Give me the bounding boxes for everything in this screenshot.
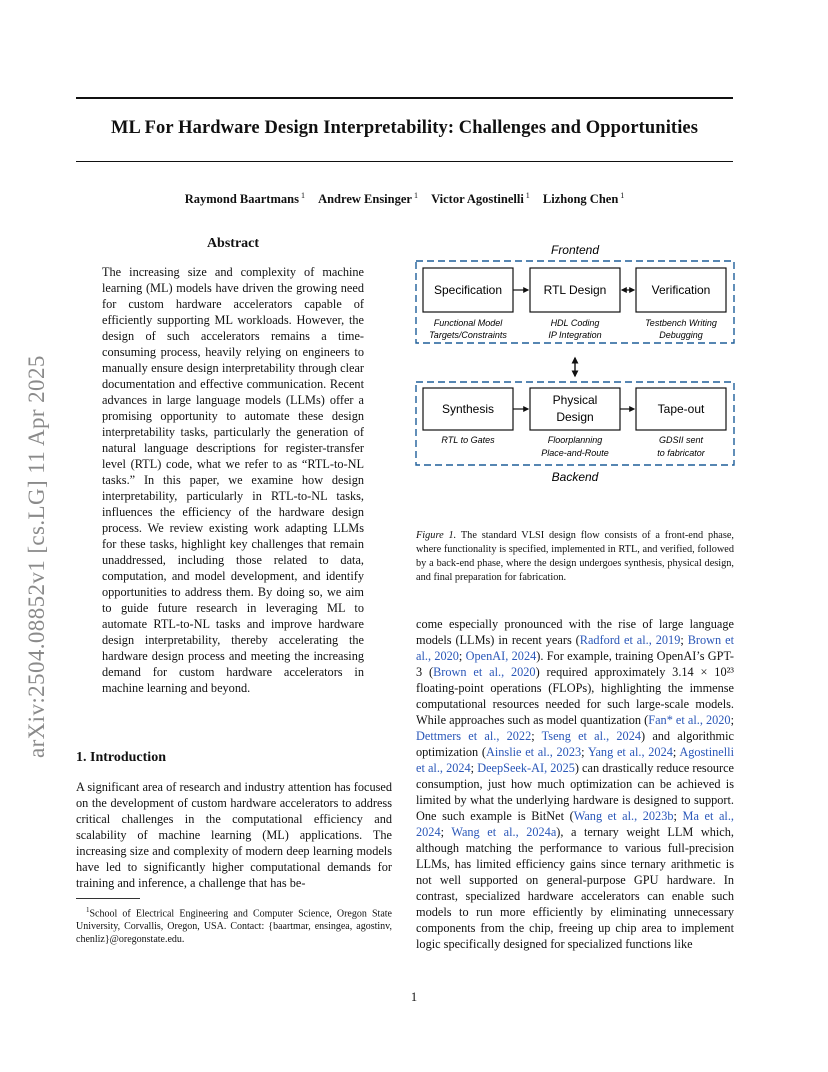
figure-caption (416, 529, 734, 585)
footnote: $^1$School of Electrical Engineering and Computer Science, Oregon State University, Corvallis, Oregon, USA. Contact: {baartmar, ensingea, agostinv, chenliz}@oregonstate.edu. (76, 906, 392, 946)
section-heading-introduction: 1. Introduction (76, 750, 166, 765)
citation-link[interactable]: Brown et al., 2020 (433, 665, 536, 679)
box-desc: HDL Coding (550, 318, 600, 328)
body-text: ; (730, 713, 735, 727)
abstract-heading: Abstract (206, 236, 260, 251)
body-text: ), a ternary weight LLM which, although matching the performance to various full-precision LLMs, has limited efficiency gains since ternary arithmetic is not well supported on general-purpose GPU hardware. In contrast, specialized hardware accelerators can enable such models to run more efficiently by eliminating unnecessary components from the chip, freeing up chip area to implement logic specifically designed for specialized functions like (416, 825, 734, 951)
box-desc: IP Integration (548, 330, 602, 340)
page-number: 1 (410, 990, 418, 1004)
body-text: ; (673, 809, 683, 823)
arxiv-stamp: arXiv:2504.08852v1 [cs.LG] 11 Apr 2025 (24, 355, 49, 758)
citation-link[interactable]: Agostinelli et al., 2024 (416, 745, 734, 775)
box-label: Specification (433, 283, 503, 297)
citation-link[interactable]: Wang et al., 2024a (451, 825, 557, 839)
citation-link[interactable]: Radford et al., 2019 (579, 633, 681, 647)
vlsi-design-flow-diagram (410, 238, 740, 488)
author: Andrew Ensinger $^1$ (318, 191, 418, 207)
figure-label: Figure 1. (416, 530, 457, 541)
body-text: ; (458, 649, 466, 663)
body-text: ; (531, 729, 542, 743)
box-label: Design (556, 410, 594, 424)
box-desc: to fabricator (657, 448, 705, 458)
box-desc: Targets/Constraints (429, 330, 507, 340)
body-text: ) can drastically reduce resource consumption, just how much optimization can be achieved is limited by what the underlying hardware is designed to support. One such example is BitNet ( (416, 761, 735, 823)
citation-link[interactable]: Ma et al., 2024 (416, 809, 734, 839)
box-desc: Floorplanning (547, 435, 603, 445)
footnote-rule (76, 898, 140, 899)
body-text: ; (672, 745, 680, 759)
body-text: ) and algorithmic optimization ( (416, 729, 734, 759)
title-rule-top (76, 97, 733, 99)
box-label: Synthesis (441, 402, 495, 416)
citation-link[interactable]: DeepSeek-AI, 2025 (477, 761, 575, 775)
box-desc: Place-and-Route (541, 448, 609, 458)
introduction-body: A significant area of research and industry attention has focused on the development of custom hardware accelerators to address critical challenges in the computational efficiency and scalability of machine learning (ML) applications. The increasing size and complexity of modern deep learning models have led to significantly higher computational demands for training and inference, a challenge that has be- (76, 780, 392, 890)
box-label: RTL Design (543, 283, 607, 297)
author: Lizhong Chen $^1$ (542, 191, 625, 207)
backend-label: Backend (551, 470, 599, 484)
body-text: ; (470, 761, 478, 775)
citation-link[interactable]: Yang et al., 2024 (587, 745, 673, 759)
citation-link[interactable]: Wang et al., 2023b (573, 809, 674, 823)
author: Victor Agostinelli $^1$ (431, 191, 530, 207)
frontend-label: Frontend (550, 243, 600, 257)
box-label: Physical (552, 393, 598, 407)
box-label: Verification (651, 283, 711, 297)
box-desc: GDSII sent (658, 435, 704, 445)
body-text: ; (581, 745, 588, 759)
title-rule-bottom (76, 161, 733, 162)
introduction-body-continued (416, 616, 734, 952)
body-text: ) required approximately 3.14 × 10²³ floating-point operations (FLOPs), highlighting the immense computational resources needed for such large-scale models. While approaches such as model quantization ( (416, 665, 734, 727)
citation-link[interactable]: Tseng et al., 2024 (541, 729, 642, 743)
citation-link[interactable]: Fan* et al., 2020 (648, 713, 731, 727)
box-desc: RTL to Gates (441, 435, 495, 445)
body-text: ; (440, 825, 452, 839)
body-text: ; (680, 633, 688, 647)
body-text: ). For example, training OpenAI’s GPT-3 ( (416, 649, 734, 679)
abstract-body: The increasing size and complexity of machine learning (ML) models have driven the growing need for custom hardware accelerators capable of efficiently supporting ML workloads. However, the design of such accelerators remains a time-consuming process, heavily relying on engineers to manually ensure design interpretability through clear documentation and effective communication. Recent advances in large language models (LLMs) offer a promising opportunity to automate these design interpretability tasks, particularly the generation of natural language descriptions for register-transfer level (RTL) code, what we refer to as “RTL-to-NL tasks.” In this paper, we examine how design interpretability, particularly in RTL-to-NL tasks, influences the efficiency of the hardware design process. We review existing work adapting LLMs for these tasks, highlight key challenges that remain unaddressed, including those related to data, computation, and model development, and identify opportunities to address them. By doing so, we aim to guide future research in leveraging ML to automate RTL-to-NL tasks and improve hardware design interpretability, thereby accelerating the hardware design process and meeting the increasing demand for custom hardware accelerators in machine learning and beyond. (102, 265, 364, 695)
box-desc: Debugging (659, 330, 703, 340)
citation-link[interactable]: Dettmers et al., 2022 (416, 729, 532, 743)
figure-caption-text: The standard VLSI design flow consists of a front-end phase, where functionality is specified, implemented in RTL, and verified, followed by a back-end phase, where the design undergoes synthesis, physical design, and final preparation for fabrication. (416, 530, 734, 583)
box-desc: Functional Model (433, 318, 503, 328)
box-label: Tape-out (657, 402, 705, 416)
citation-link[interactable]: Ainslie et al., 2023 (485, 745, 582, 759)
author-list (76, 191, 733, 207)
author: Raymond Baartmans $^1$ (184, 191, 305, 207)
box-desc: Testbench Writing (645, 318, 717, 328)
citation-link[interactable]: Brown et al., 2020 (416, 633, 734, 663)
citation-link[interactable]: OpenAI, 2024 (465, 649, 537, 663)
body-text: come especially pronounced with the rise of large language models (LLMs) in recent years ( (416, 617, 734, 647)
paper-title: ML For Hardware Design Interpretability: Challenges and Opportunities (110, 118, 699, 138)
